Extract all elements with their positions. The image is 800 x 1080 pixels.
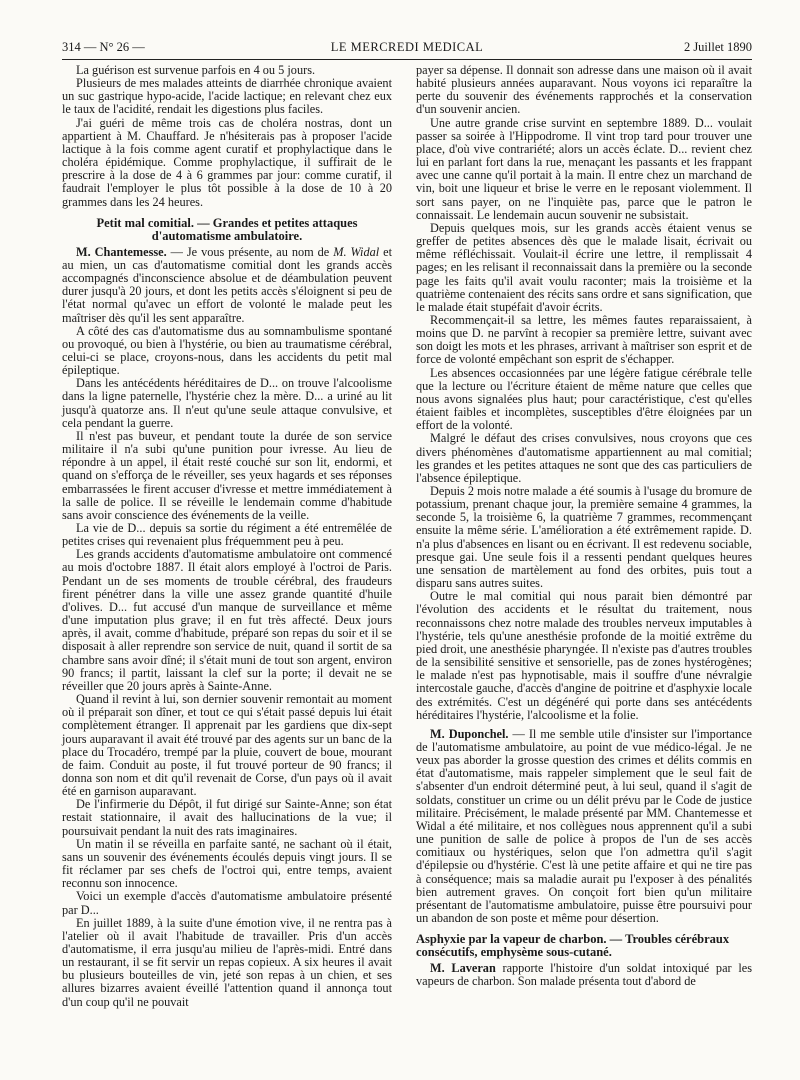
- paragraph: De l'infirmerie du Dépôt, il fut dirigé sur Sainte-Anne; son état restait stationnaire, il avait des hallucinations de la vue; il poursuivait pendant la nuit des rats imaginaires.: [62, 797, 392, 838]
- paragraph: Plusieurs de mes malades atteints de diarrhée chronique avaient un suc gastrique hypo-acide, l'acide lactique; en relevant chez eux le taux de l'acidité, rendait les digestions plus faciles.: [62, 76, 392, 117]
- page-number: 314 — N° 26 —: [62, 40, 145, 54]
- paragraph: M. Duponchel. — Il me semble utile d'insister sur l'importance de l'automatisme ambulatoire, au point de vue médico-légal. Je ne veux pas aborder la grosse question des crimes et délits commis en état d'automatisme, mais rappeler simplement que le seul fait de s'absenter d'un endroit déterminé peut, à lui seul, quand il s'agit de soldats, constituer un crime ou un délit prévu par le Code de justice militaire. Précisément, le malade présenté par MM. Chantemesse et Widal a été militaire, et nos collègues nous apprennent qu'il a subi une punition de salle de police à propos de l'un de ses accès comitiaux ou hystériques, selon que l'on admettra qu'il s'agit d'épilepsie ou d'hystérie. C'est là une petite affaire et qui ne tire pas à conséquence; mais sa maladie aurait pu l'exposer à des pénalités bien autrement graves. On conçoit fort bien qu'un militaire présentant de l'automatisme ambulatoire, puisse être poursuivi pour un abandon de son poste et même pour désertion.: [416, 726, 752, 925]
- speaker-name: M. Laveran: [430, 961, 496, 976]
- paragraph: J'ai guéri de même trois cas de choléra nostras, dont un appartient à M. Chauffard. Je n'hésiterais pas à proposer l'acide lactique à la fois comme agent curatif et prophylactique dans le choléra épidémique. Comme prophylactique, il suffirait de le prescrire à la dose de 4 à 6 grammes par jour: comme curatif, il faudrait l'employer le plus tôt possible à la dose de 10 à 20 grammes dans les 24 heures.: [62, 115, 392, 209]
- paragraph: payer sa dépense. Il donnait son adresse dans une maison où il avait habité plusieurs années auparavant. Nous voyons ici reparaître la perte du souvenir des événements rapprochés et la conservation d'un souvenir ancien.: [416, 63, 752, 117]
- paragraph: Les grands accidents d'automatisme ambulatoire ont commencé au mois d'octobre 1887. Il était alors employé à l'octroi de Paris. Pendant un de ses moments de trouble cérébral, des fraudeurs firent pénétrer dans la ville une assez grande quantité d'huile d'olives. D... fut accusé d'un manque de surveillance et même d'une imputation plus grave; il en fut très affecté. Deux jours après, il avait, comme d'habitude, préparé son repas du soir et il se disposait à aller reprendre son service de nuit, quand il sortit de sa chambre sans avoir dîné; il s'était muni de tout son argent, environ 90 francs; il partit, laissant la clef sur la porte; il devait ne se réveiller que 20 jours après à Sainte-Anne.: [62, 547, 392, 693]
- issue-date: 2 Juillet 1890: [683, 40, 752, 54]
- paragraph: M. Laveran rapporte l'histoire d'un soldat intoxiqué par les vapeurs de charbon. Son malade présenta tout d'abord de: [416, 961, 752, 989]
- cited-name: M. Widal: [333, 244, 380, 259]
- left-column: [62, 64, 392, 1009]
- paragraph: Recommençait-il sa lettre, les mêmes fautes reparaissaient, à moins que D. ne parvînt à recopier sa première lettre, suivant avec son doigt les mots et les phrases, arrivant à maîtriser son esprit et de force de volonté empêchant son esprit de s'échapper.: [416, 312, 752, 367]
- paragraph: La guérison est survenue parfois en 4 ou 5 jours.: [76, 63, 316, 77]
- paragraph: Depuis 2 mois notre malade a été soumis à l'usage du bromure de potassium, prenant chaque jour, la première semaine 4 grammes, la seconde 5, la troisième 6, la quatrième 7 grammes, recommençant ensuite la même série. L'amélioration a été extrêmement rapide. D. n'a plus d'absences en lisant ou en écrivant. Il est redevenu sociable, presque gai. Une seule fois il a ressenti pendant quelques heures une sensation de martèlement au fond des orbites, puis tout a disparu sans autres suites.: [416, 484, 752, 591]
- right-column: [416, 64, 752, 988]
- paragraph: En juillet 1889, à la suite d'une émotion vive, il ne rentra pas à l'atelier où il avait l'habitude de travailler. Pris d'un accès d'automatisme, il erra jusqu'au milieu de l'après-midi. Entré dans un restaurant, il se fit servir un repas copieux. A six heures il avait bu plusieurs bouteilles de vin, jeté son repas à un chien, et ses allures bizarres avaient éveillé l'attention quand il annonça tout d'un coup qu'il ne pouvait: [62, 915, 392, 1009]
- section-heading: Asphyxie par la vapeur de charbon. — Troubles cérébraux consécutifs, emphysème sous-cutané.: [416, 932, 730, 960]
- paragraph: Malgré le défaut des crises convulsives, nous croyons que ces divers phénomènes d'automatisme appartiennent au mal comitial; les grandes et les petites attaques ne sont que des cas particuliers de l'absence épileptique.: [416, 431, 752, 485]
- paragraph: Voici un exemple d'accès d'automatisme ambulatoire présenté par D...: [62, 889, 392, 917]
- paragraph: Une autre grande crise survint en septembre 1889. D... voulait passer sa soirée à l'Hippodrome. Il vint trop tard pour trouver une place, d'où vive contrariété; alors un accès éclate. D... revient chez lui en parlant fort dans la rue, menaçant les passants et les frappant avec une canne qu'il portait à la main. Il entre chez un marchand de vin, boit une liqueur et brise le verre en le reposant violemment. Il sort sans payer, on ne l'inquiète pas, parce que le patron le connaissait. Le lendemain aucun souvenir ne subsistait.: [416, 115, 752, 222]
- paragraph: Il n'est pas buveur, et pendant toute la durée de son service militaire il n'a subi qu'une punition pour ivresse. Au lieu de répondre à un appel, il était resté couché sur son lit, endormi, et quand on s'efforça de le réveiller, ses yeux hagards et ses réponses embarrassées le firent accuser d'ivresse et mettre immédiatement à la salle de police. Il se réveille le lendemain comme d'habitude sans avoir conscience des événements de la veille.: [62, 428, 392, 522]
- paragraph: La vie de D... depuis sa sortie du régiment a été entremêlée de petites crises qui revenaient plus fréquemment peu à peu.: [62, 521, 392, 549]
- paragraph: Les absences occasionnées par une légère fatigue cérébrale telle que la lecture ou l'écriture étaient de même nature que celles que nous avons signalées plus haut; pour caractéristique, c'est qu'elles étaient faibles et incomplètes, susceptibles d'être éloignées par un effort de la volonté.: [416, 365, 752, 433]
- paragraph: Quand il revint à lui, son dernier souvenir remontait au moment où il préparait son dîner, et tout ce qui s'était passé depuis lui était complètement étranger. Il apprenait par les gardiens que dix-sept jours auparavant il avait été trouvé par des agents sur un banc de la place du Trocadéro, trempé par la pluie, couvert de boue, mourant de faim. Conduit au poste, il fut trouvé porteur de 90 francs; il donna son nom et dit qu'il revenait de Corse, d'un pays où il avait été en garnison auparavant.: [62, 692, 392, 799]
- paragraph: Dans les antécédents héréditaires de D... on trouve l'alcoolisme dans la ligne paternelle, l'hystérie chez la mère. D... a uriné au lit jusqu'à quatorze ans. Il n'eut qu'une seule attaque convulsive, et cela pendant la guerre.: [62, 376, 392, 430]
- paragraph: Un matin il se réveilla en parfaite santé, ne sachant où il était, sans un souvenir des événements écoulés depuis vingt jours. Il se fit réclamer par ses chefs de l'octroi qui, entre temps, avaient reconnu son innocence.: [62, 836, 392, 891]
- paragraph: A côté des cas d'automatisme dus au somnambulisme spontané ou provoqué, ou bien à l'hystérie, ou bien au traumatisme cérébral, celui-ci se place, croyons-nous, dans les accidents du petit mal épileptique.: [62, 323, 392, 378]
- running-header: [62, 40, 752, 58]
- speaker-name: M. Duponchel.: [430, 726, 509, 741]
- speaker-name: M. Chantemesse.: [76, 244, 167, 259]
- paragraph: Outre le mal comitial qui nous parait bien démontré par l'évolution des accidents et le résultat du traitement, nous reconnaissons chez notre malade des troubles nerveux imputables à l'hystérie, tels qu'une anesthésie profonde de la moitié extrême du pied droit, une anesthésie pharyngée. Il n'existe pas d'autres troubles de la sensibilité sensitive et sensorielle, pas de zones hystérogènes; le malade n'est pas hypnotisable, mais il souffre d'une névralgie intercostale gauche, d'accès d'angine de poitrine et d'asphyxie locale des extrémités. C'est un dégénéré qui porte dans ses antécédents héréditaires l'hystérie, l'alcoolisme et la folie.: [416, 589, 753, 722]
- header-rule: [62, 59, 752, 60]
- journal-title: LE MERCREDI MEDICAL: [330, 40, 484, 54]
- paragraph: M. Chantemesse. — Je vous présente, au nom de M. Widal et au mien, un cas d'automatisme comitial dont les grands accès accompagnés d'inconscience absolue et de déambulation peuvent durer jusqu'à 20 jours, et dont les petits accès s'éloignent si peu de l'état normal qu'avec un effort de volonté le malade peut les maîtriser dès qu'il les sent apparaître.: [62, 244, 392, 325]
- paragraph: Depuis quelques mois, sur les grands accès étaient venus se greffer de petites absences dès que le malade lisait, écrivait ou même réfléchissait. Voulait-il écrire une lettre, il remplissait 4 pages; en les relisant il reconnaissait dans la première ou la seconde page les faits qu'il avait voulu raconter; mais la troisième et la quatrième contenaient des récits sans ordre et sans signification, que le malade était stupéfait d'avoir écrits.: [416, 220, 753, 314]
- section-heading: Petit mal comitial. — Grandes et petites attaques d'automatisme ambulatoire.: [96, 215, 358, 243]
